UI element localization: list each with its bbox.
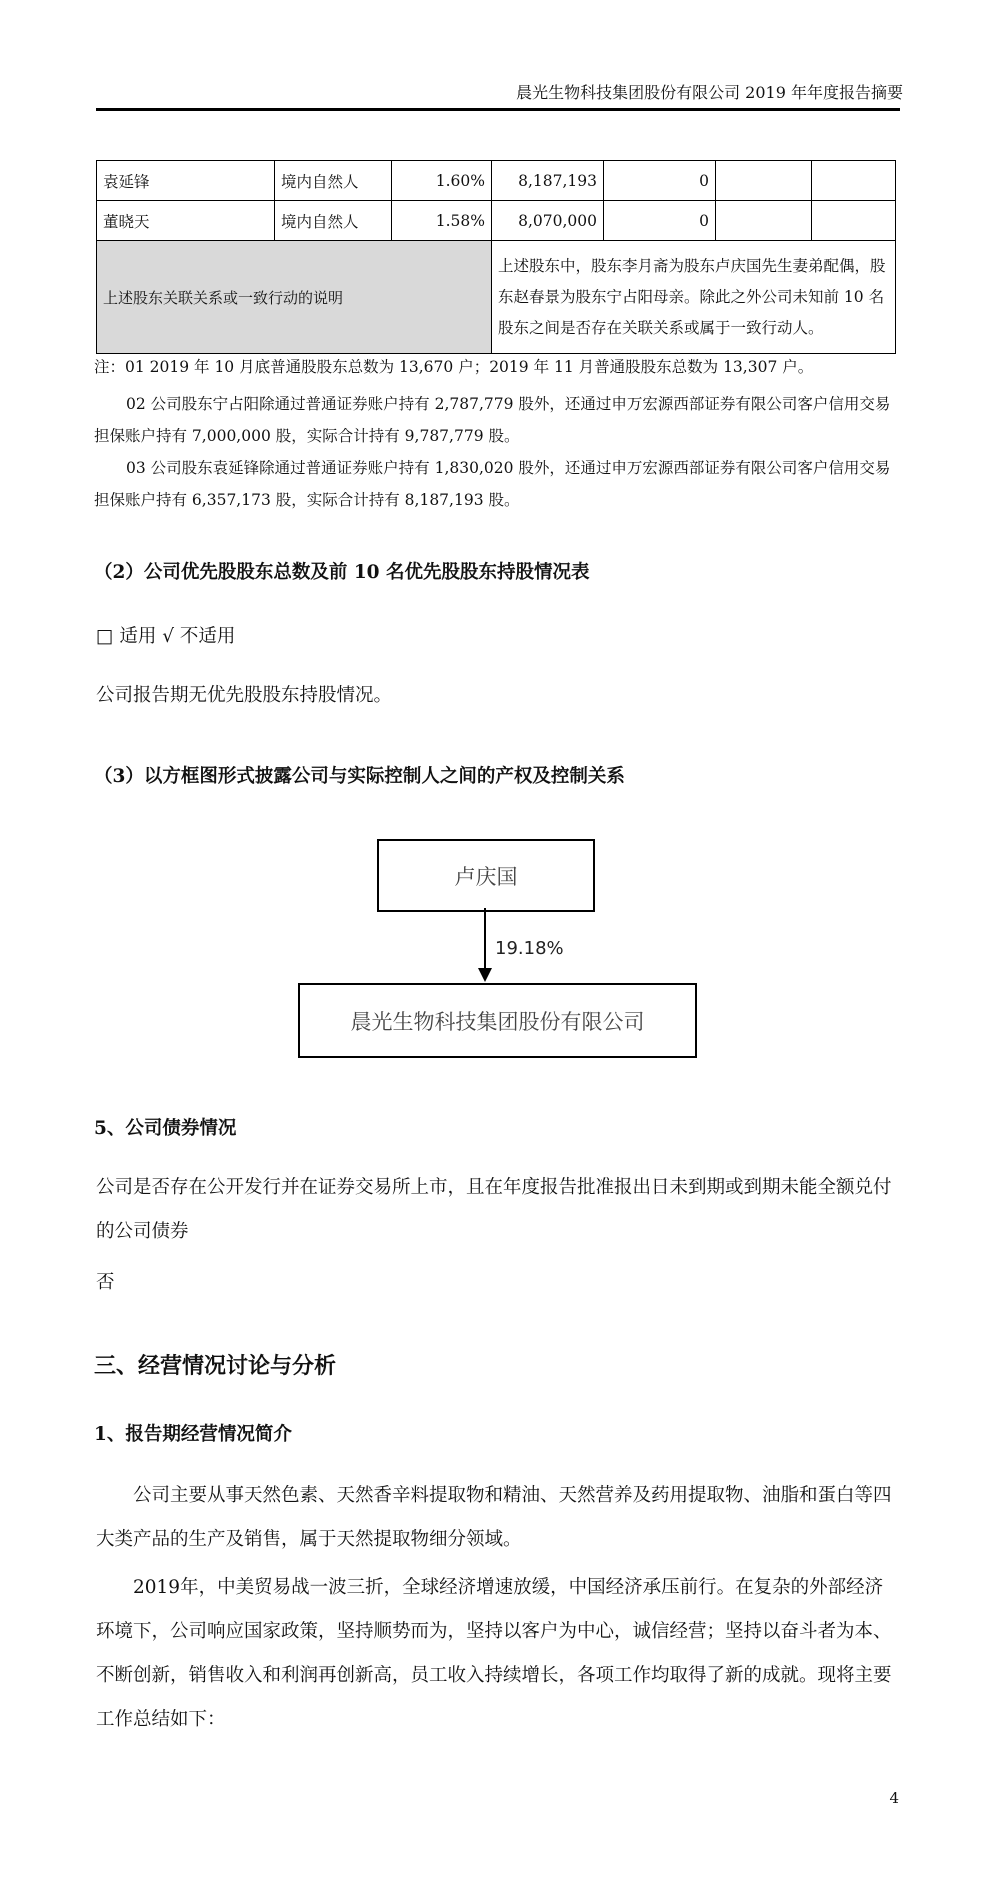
applicable-choice: □ 适用 √ 不适用 <box>96 626 236 647</box>
header-rule <box>96 108 900 111</box>
pledge-qty <box>812 201 896 241</box>
pledge-qty <box>812 161 896 201</box>
restricted-shares: 0 <box>604 161 716 201</box>
bonds-answer: 否 <box>96 1272 115 1293</box>
relation-text: 上述股东中，股东李月斋为股东卢庆国先生妻弟配偶，股东赵春景为股东宁占阳母亲。除此之外公司未知前 10 名股东之间是否存在关联关系或属于一致行动人。 <box>492 241 896 354</box>
section-heading-control-diagram: （3）以方框图形式披露公司与实际控制人之间的产权及控制关系 <box>94 766 625 787</box>
share-count: 8,070,000 <box>492 201 604 241</box>
table-row <box>97 161 896 201</box>
restricted-shares: 0 <box>604 201 716 241</box>
pledge-status <box>716 201 812 241</box>
bonds-question: 公司是否存在公开发行并在证券交易所上市，且在年度报告批准报出日未到期或到期未能全额兑付的公司债券 <box>96 1177 892 1242</box>
page-number: 4 <box>889 1789 899 1807</box>
part-heading-operations: 三、经营情况讨论与分析 <box>94 1353 337 1379</box>
page-header: 晨光生物科技集团股份有限公司 2019 年年度报告摘要 <box>516 83 903 102</box>
shareholder-name: 袁延锋 <box>97 161 275 201</box>
company-name: 晨光生物科技集团股份有限公司 <box>350 1009 645 1034</box>
preferred-shares-text: 公司报告期无优先股股东持股情况。 <box>96 685 393 706</box>
note-03: 03 公司股东袁延锋除通过普通证券账户持有 1,830,020 股外，还通过申万宏源西部证券有限公司客户信用交易担保账户持有 6,357,173 股，实际合计持有 8,187,193 股。 <box>94 459 891 509</box>
holding-percent: 19.18% <box>495 938 564 959</box>
controller-box <box>377 839 595 912</box>
operations-paragraph-2: 2019年，中美贸易战一波三折，全球经济增速放缓，中国经济承压前行。在复杂的外部经济环境下，公司响应国家政策，坚持顺势而为，坚持以客户为中心，诚信经营；坚持以奋斗者为本、不断创新，销售收入和利润再创新高，员工收入持续增长，各项工作均取得了新的成就。现将主要工作总结如下： <box>96 1577 892 1730</box>
share-count: 8,187,193 <box>492 161 604 201</box>
subheading-operations-summary: 1、报告期经营情况简介 <box>94 1424 292 1445</box>
holding-ratio: 1.58% <box>392 201 492 241</box>
shareholder-type: 境内自然人 <box>275 201 392 241</box>
shareholder-name: 董晓天 <box>97 201 275 241</box>
shareholder-table <box>96 160 896 354</box>
relation-row <box>97 241 896 354</box>
pledge-status <box>716 161 812 201</box>
section-heading-preferred-shares: （2）公司优先股股东总数及前 10 名优先股股东持股情况表 <box>94 562 590 583</box>
relation-label: 上述股东关联关系或一致行动的说明 <box>97 241 492 354</box>
section-heading-bonds: 5、公司债券情况 <box>94 1118 237 1139</box>
holding-ratio: 1.60% <box>392 161 492 201</box>
controller-name: 卢庆国 <box>454 864 518 889</box>
table-row <box>97 201 896 241</box>
operations-paragraph-1: 公司主要从事天然色素、天然香辛料提取物和精油、天然营养及药用提取物、油脂和蛋白等四大类产品的生产及销售，属于天然提取物细分领域。 <box>96 1485 892 1550</box>
note-02: 02 公司股东宁占阳除通过普通证券账户持有 2,787,779 股外，还通过申万宏源西部证券有限公司客户信用交易担保账户持有 7,000,000 股，实际合计持有 9,787,779 股。 <box>94 395 891 445</box>
note-01: 注：01 2019 年 10 月底普通股股东总数为 13,670 户；2019 年 11 月普通股股东总数为 13,307 户。 <box>94 358 814 376</box>
shareholder-type: 境内自然人 <box>275 161 392 201</box>
company-box <box>298 983 697 1058</box>
